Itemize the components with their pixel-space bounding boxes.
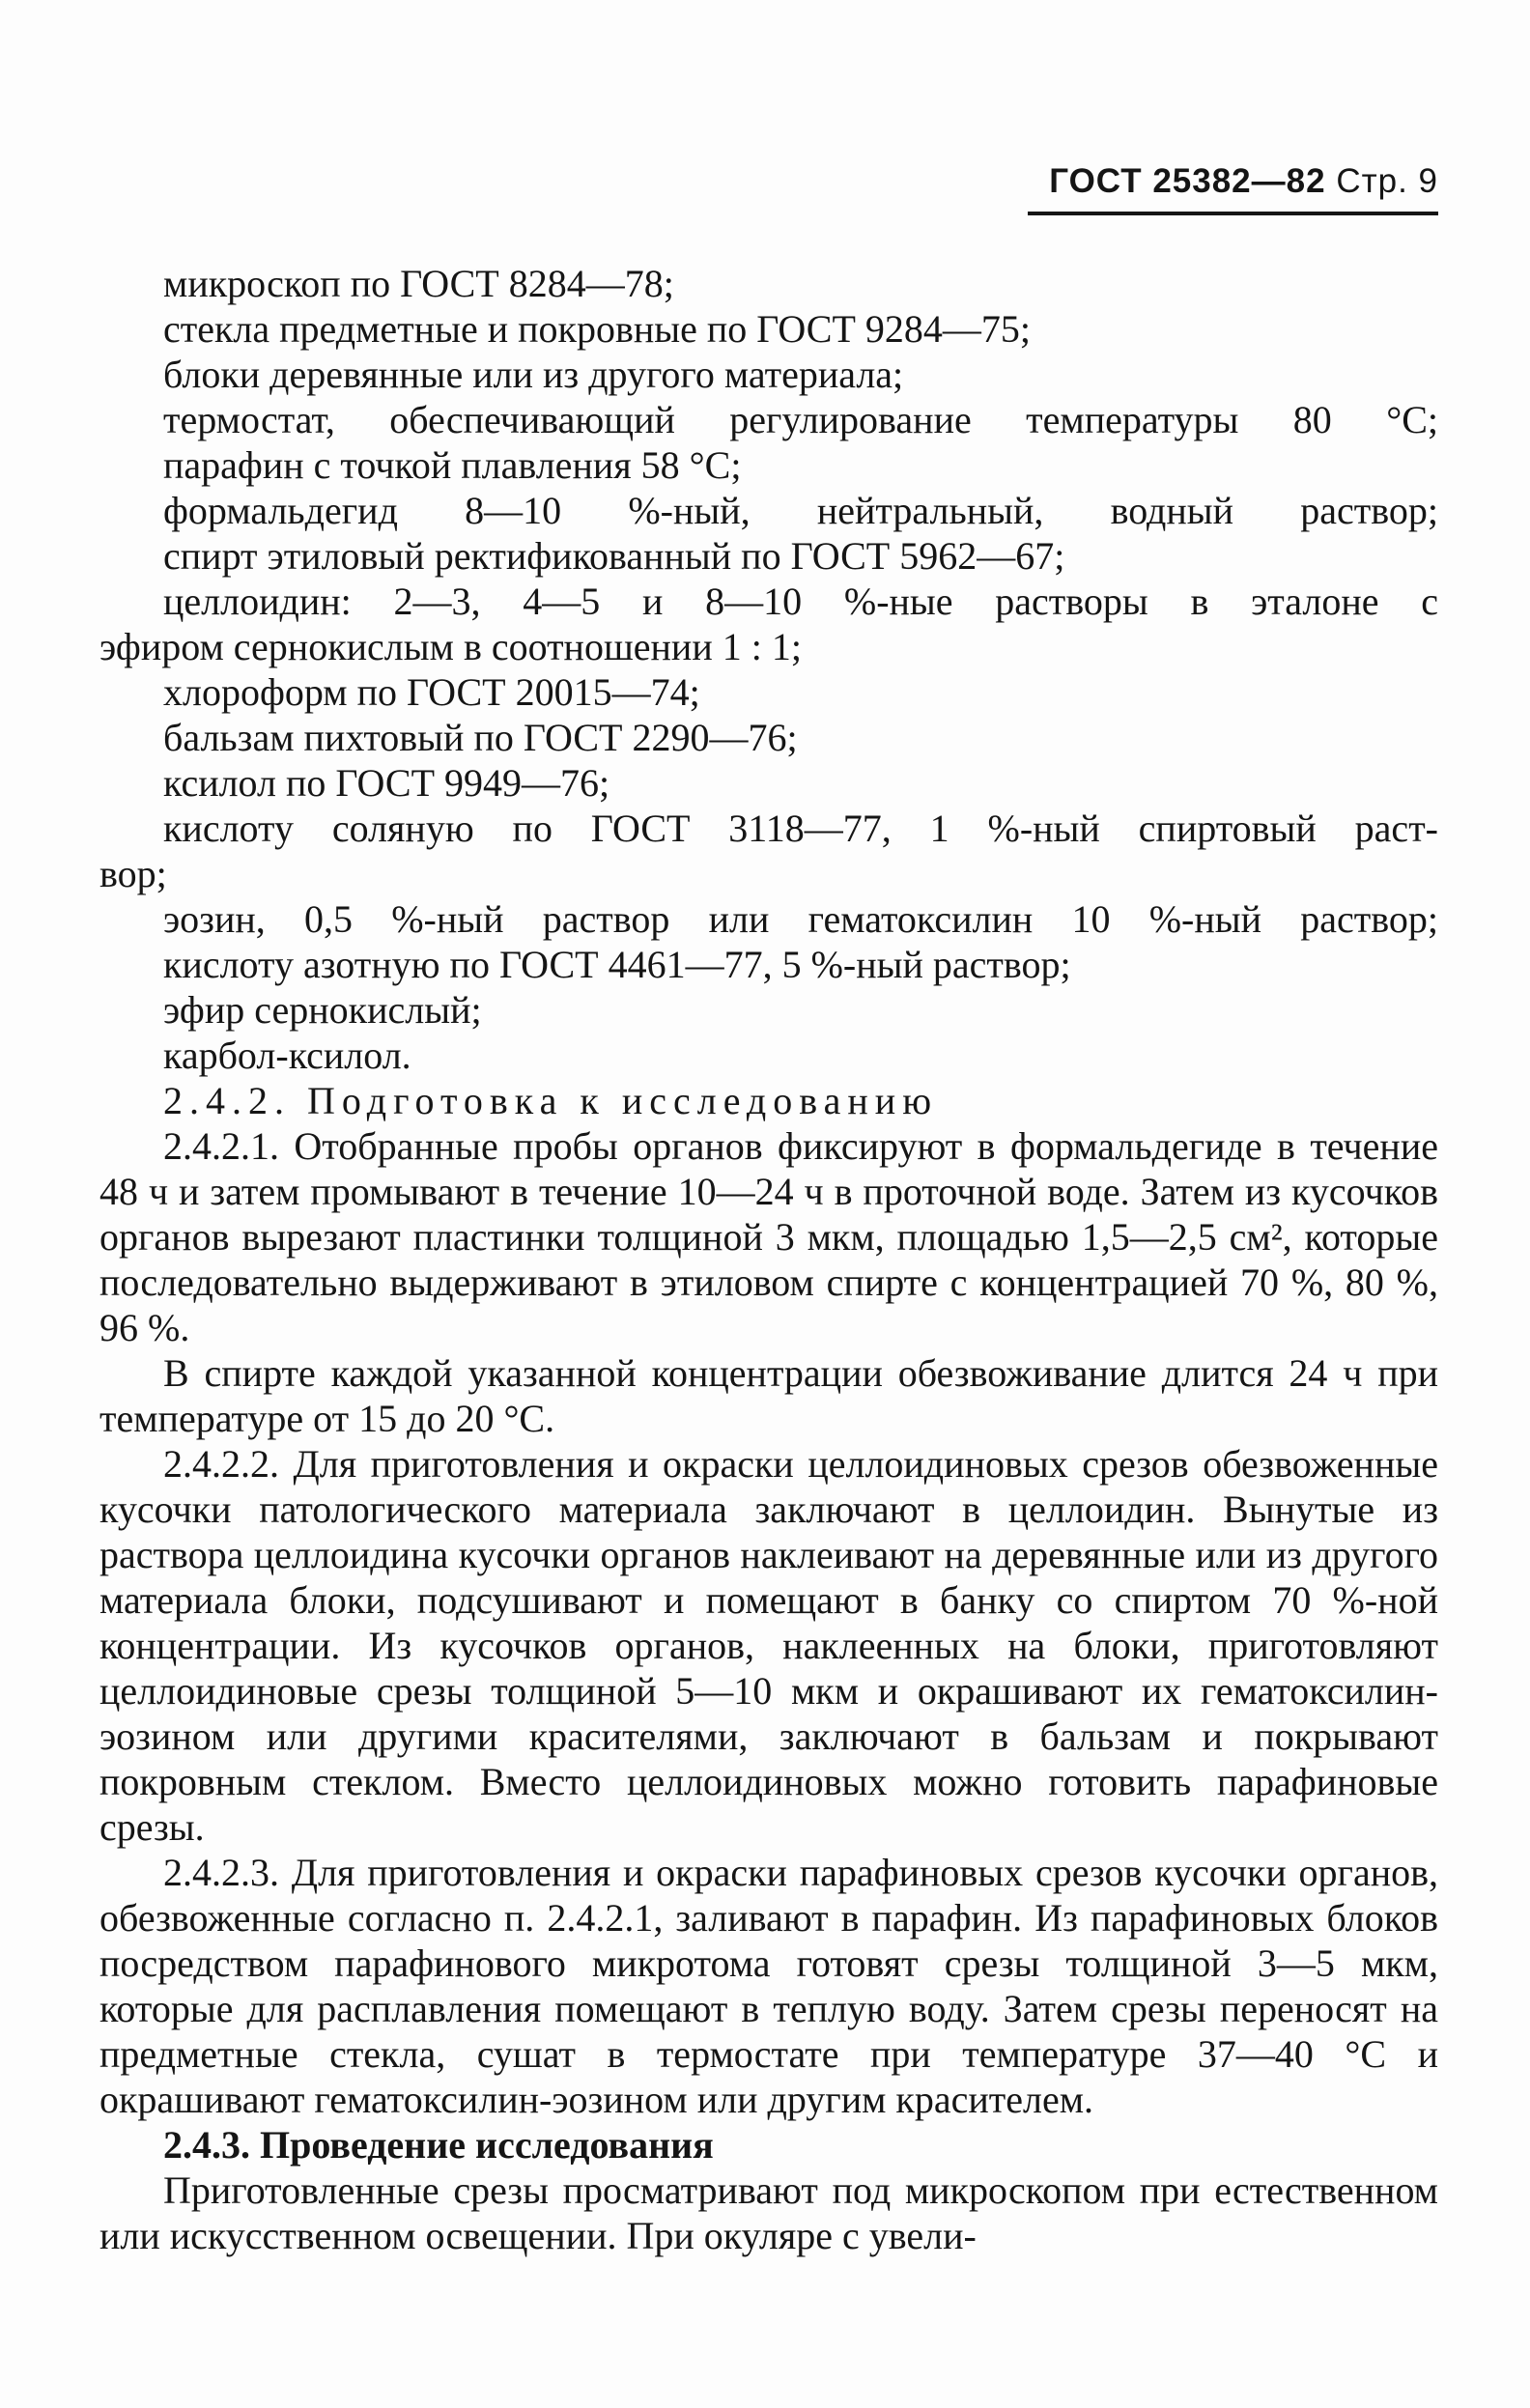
material-item: хлороформ по ГОСТ 20015—74; — [163, 670, 700, 714]
section-heading-2-4-3: 2.4.3. Проведение исследования — [163, 2123, 714, 2167]
material-item: кислоту соляную по ГОСТ 3118—77, 1 %-ный спиртовый раст- — [163, 807, 1438, 850]
paragraph-2-4-2-1: 2.4.2.1. Отобранные пробы органов фиксируют в формальдегиде в течение 48 ч и затем промывают в течение 10—24 ч в проточной воде. Затем из кусочков органов вырезают пластинки толщиной 3 мкм, площадью 1,5—2,5 см², которые последовательно выдерживают в этиловом спирте с концентрацией 70 %, 80 %, 96 %. — [99, 1124, 1438, 1349]
material-item: эозин, 0,5 %-ный раствор или гематоксилин 10 %-ный раствор; — [163, 897, 1438, 941]
material-item: блоки деревянные или из другого материала; — [163, 353, 904, 396]
material-item: кислоту азотную по ГОСТ 4461—77, 5 %-ный раствор; — [163, 943, 1071, 986]
paragraph-2-4-2-1-continued: В спирте каждой указанной концентрации обезвоживание длится 24 ч при температуре от 15 до 20 °С. — [99, 1351, 1438, 1440]
material-item: карбол-ксилол. — [163, 1034, 411, 1077]
material-item: целлоидин: 2—3, 4—5 и 8—10 %-ные растворы в эталоне с — [163, 580, 1438, 623]
page-header — [1049, 162, 1438, 201]
material-item-continued: вор; — [99, 852, 167, 895]
standard-number: ГОСТ 25382—82 — [1049, 162, 1326, 200]
paragraph-2-4-2-3: 2.4.2.3. Для приготовления и окраски парафиновых срезов кусочки органов, обезвоженные согласно п. 2.4.2.1, заливают в парафин. Из парафиновых блоков посредством парафинового микротома готовят срезы толщиной 3—5 мкм, которые для расплавления помещают в теплую воду. Затем срезы переносят на предметные стекла, сушат в термостате при температуре 37—40 °С и окрашивают гематоксилин-эозином или другим красителем. — [99, 1851, 1438, 2121]
material-item: парафин с точкой плавления 58 °С; — [163, 443, 742, 487]
material-item-continued: эфиром сернокислым в соотношении 1 : 1; — [99, 625, 802, 668]
material-item: спирт этиловый ректификованный по ГОСТ 5962—67; — [163, 534, 1065, 578]
header-rule — [1028, 212, 1438, 215]
material-item: формальдегид 8—10 %-ный, нейтральный, водный раствор; — [163, 489, 1438, 532]
material-item: стекла предметные и покровные по ГОСТ 9284—75; — [163, 307, 1032, 351]
paragraph-2-4-2-2: 2.4.2.2. Для приготовления и окраски целлоидиновых срезов обезвоженные кусочки патологического материала заключают в целлоидин. Вынутые из раствора целлоидина кусочки органов наклеивают на деревянные или из другого материала блоки, подсушивают и помещают в банку со спиртом 70 %-ной концентрации. Из кусочков органов, наклеенных на блоки, приготовляют целлоидиновые срезы толщиной 5—10 мкм и окрашивают их гематоксилин-эозином или другими красителями, заключают в бальзам и покрывают покровным стеклом. Вместо целлоидиновых можно готовить парафиновые срезы. — [99, 1442, 1438, 1849]
material-item: термостат, обеспечивающий регулирование температуры 80 °С; — [163, 398, 1438, 441]
section-heading-2-4-2: 2.4.2. Подготовка к исследованию — [163, 1079, 939, 1122]
paragraph-2-4-3: Приготовленные срезы просматривают под микроскопом при естественном или искусственном освещении. При окуляре с увели- — [99, 2168, 1438, 2257]
page-number: Стр. 9 — [1336, 162, 1438, 200]
material-item: бальзам пихтовый по ГОСТ 2290—76; — [163, 716, 798, 759]
document-body — [99, 261, 1438, 2258]
material-item: микроскоп по ГОСТ 8284—78; — [163, 262, 674, 305]
material-item: эфир сернокислый; — [163, 988, 482, 1032]
material-item: ксилол по ГОСТ 9949—76; — [163, 761, 610, 805]
